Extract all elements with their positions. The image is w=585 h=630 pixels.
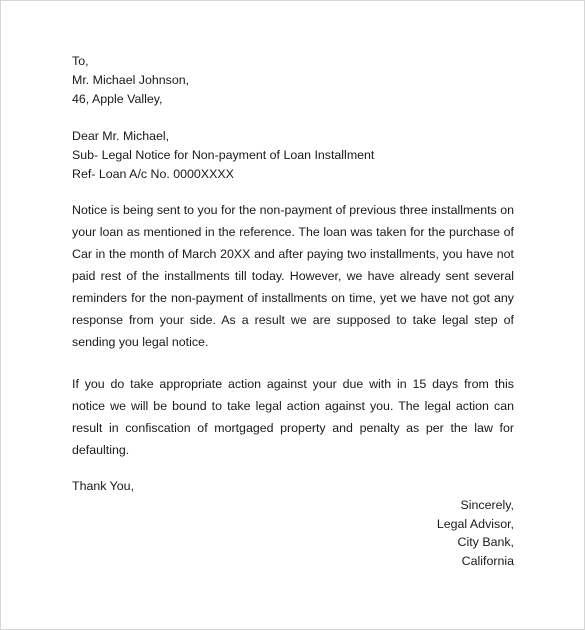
paragraph-warning: If you do take appropriate action against your due with in 15 days from this notice we will be bound to take legal action against you. The legal action can result in confiscation of mortgaged property and penalty as per the law for defaulting. xyxy=(72,377,514,457)
paragraph-notice: Notice is being sent to you for the non-payment of previous three installments on your loan as mentioned in the reference. The loan was taken for the purchase of Car in the month of March 20XX and after paying two installments, you have not paid rest of the installments till today. However, we have already sent several reminders for the non-payment of installments on time, yet we have not got any response from your side. As a result we are supposed to take legal step of sending you legal notice. xyxy=(72,203,514,349)
to-line: To, xyxy=(72,54,89,68)
signer-organization: City Bank, xyxy=(457,535,514,549)
signer-location: California xyxy=(461,553,514,568)
recipient-address: 46, Apple Valley, xyxy=(72,92,163,106)
letter-body xyxy=(72,52,514,570)
thanks-line: Thank You, xyxy=(72,479,135,493)
salutation: Dear Mr. Michael, xyxy=(72,129,170,143)
subject-line: Sub- Legal Notice for Non-payment of Loan Installment xyxy=(72,148,375,162)
sign-off: Sincerely, xyxy=(460,498,514,512)
signature-block xyxy=(72,496,514,570)
reference-line: Ref- Loan A/c No. 0000XXXX xyxy=(72,167,234,181)
recipient-name: Mr. Michael Johnson, xyxy=(72,73,190,87)
signer-title: Legal Advisor, xyxy=(436,516,514,531)
